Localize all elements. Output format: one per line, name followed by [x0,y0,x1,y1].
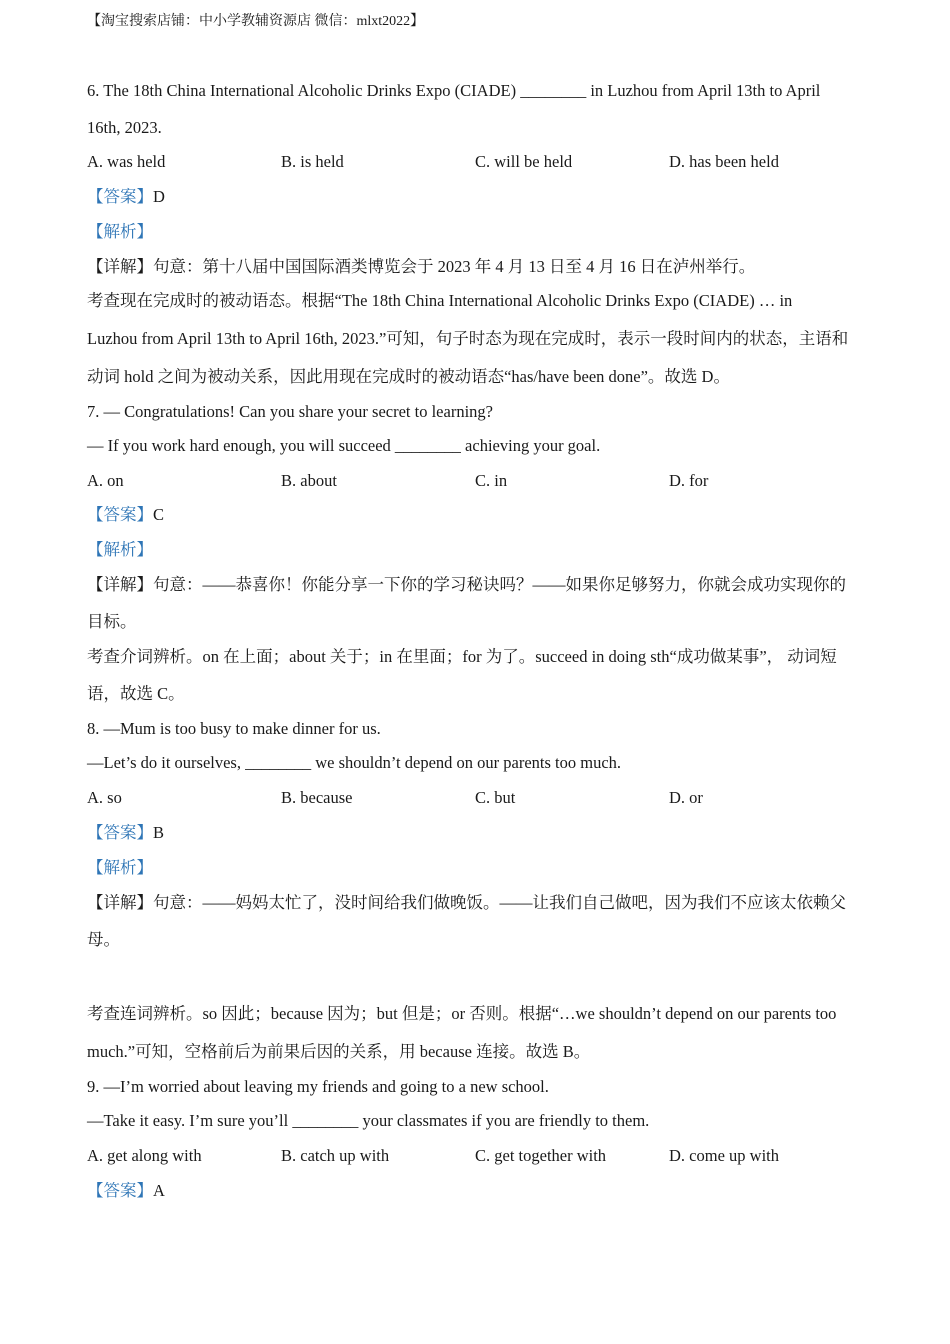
q7-stem-line-1: 7. — Congratulations! Can you share your secret to learning? [87,402,493,421]
q8-stem-line-1: 8. —Mum is too busy to make dinner for us. [87,719,381,738]
q8-detail-2: 母。 [87,930,120,949]
answer-value: A [153,1181,165,1200]
q6-stem-line-1: 6. The 18th China International Alcoholic Drinks Expo (CIADE) ________ in Luzhou from April 13th to April [87,81,821,100]
q6-detail-2: 考查现在完成时的被动语态。根据“The 18th China International Alcoholic Drinks Expo (CIADE) … in [87,291,793,310]
q8-option-a: A. so [87,788,122,807]
q7-option-d: D. for [669,471,709,490]
q9-answer [87,1180,165,1202]
answer-value: D [153,187,165,206]
q8-detail-4: much.”可知，空格前后为前果后因的关系，用 because 连接。故选 B。 [87,1042,591,1061]
q8-detail-1: 【详解】句意：——妈妈太忙了，没时间给我们做晚饭。——让我们自己做吧，因为我们不应该太依赖父 [87,893,846,912]
q6-detail-3: Luzhou from April 13th to April 16th, 2023.”可知，句子时态为现在完成时，表示一段时间内的状态，主语和 [87,329,849,348]
q7-option-a: A. on [87,471,124,490]
q7-answer [87,504,164,526]
q7-detail-2: 目标。 [87,612,137,631]
q6-stem-line-2: 16th, 2023. [87,118,162,137]
q7-option-b: B. about [281,471,337,490]
q7-stem-line-2: — If you work hard enough, you will succeed ________ achieving your goal. [87,436,601,455]
q9-stem-line-1: 9. —I’m worried about leaving my friends and going to a new school. [87,1077,549,1096]
q6-detail-1: 【详解】句意：第十八届中国国际酒类博览会于 2023 年 4 月 13 日至 4 月 16 日在泸州举行。 [87,257,756,276]
q9-option-c: C. get together with [475,1146,607,1165]
answer-tag: 【答案】 [87,187,153,206]
q8-answer [87,822,164,844]
q8-option-d: D. or [669,788,703,807]
q8-option-c: C. but [475,788,516,807]
answer-tag: 【答案】 [87,823,153,842]
q9-option-b: B. catch up with [281,1146,390,1165]
q9-stem-line-2: —Take it easy. I’m sure you’ll ________ your classmates if you are friendly to them. [87,1111,650,1130]
q6-option-c: C. will be held [475,152,573,171]
q7-option-c: C. in [475,471,508,490]
page-header: 【淘宝搜索店铺：中小学教辅资源店 微信：mlxt2022】 [87,14,425,29]
answer-tag: 【答案】 [87,1181,153,1200]
q6-answer [87,186,165,208]
answer-value: C [153,505,165,524]
q9-option-a: A. get along with [87,1146,202,1165]
q7-detail-3: 考查介词辨析。on 在上面；about 关于；in 在里面；for 为了。succeed in doing sth“成功做某事”， 动词短 [87,647,837,666]
q7-detail-4: 语，故选 C。 [87,684,185,703]
q6-analysis-tag: 【解析】 [87,222,153,241]
answer-value: B [153,823,165,842]
q8-analysis-tag: 【解析】 [87,858,153,877]
answer-tag: 【答案】 [87,505,153,524]
q8-stem-line-2: —Let’s do it ourselves, ________ we shouldn’t depend on our parents too much. [87,753,622,772]
q6-option-b: B. is held [281,152,344,171]
q7-analysis-tag: 【解析】 [87,540,153,559]
q9-option-d: D. come up with [669,1146,779,1165]
q6-option-a: A. was held [87,152,166,171]
q6-option-d: D. has been held [669,152,779,171]
q8-option-b: B. because [281,788,353,807]
q8-detail-3: 考查连词辨析。so 因此；because 因为；but 但是；or 否则。根据“…we shouldn’t depend on our parents too [87,1004,837,1023]
q7-detail-1: 【详解】句意：——恭喜你！你能分享一下你的学习秘诀吗？——如果你足够努力，你就会成功实现你的 [87,575,846,594]
q6-detail-4: 动词 hold 之间为被动关系，因此用现在完成时的被动语态“has/have been done”。故选 D。 [87,367,730,386]
